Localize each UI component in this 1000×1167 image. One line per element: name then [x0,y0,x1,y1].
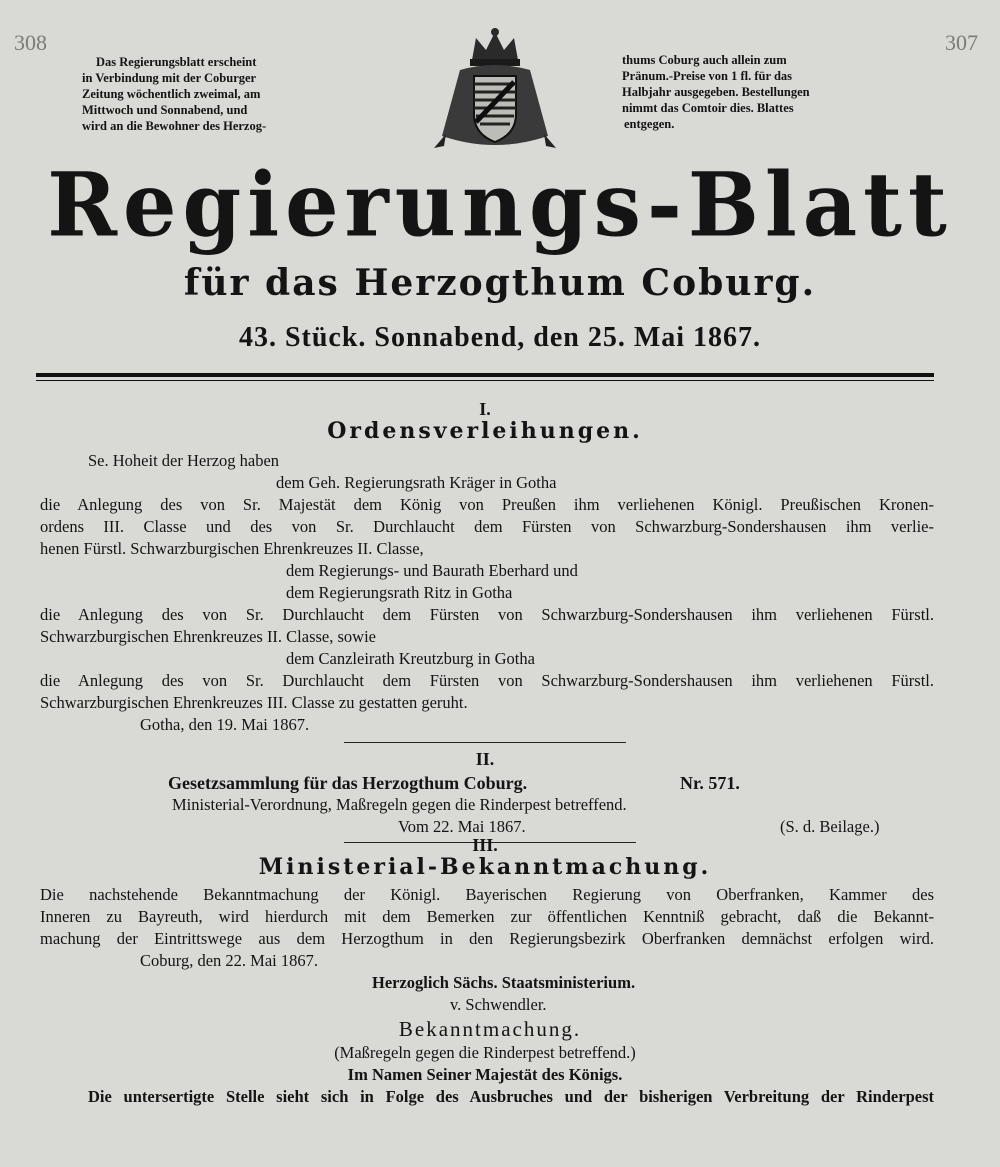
section-3-line: Inneren zu Bayreuth, wird hierdurch mit dem Bemerken zur öffentlichen Kenntniß gebracht, daß die Bekannt- [40,907,934,926]
section-1-dateline: Gotha, den 19. Mai 1867. [140,715,310,734]
header-note-right-line: thums Coburg auch allein zum [622,53,787,67]
section-1-line: Se. Hoheit der Herzog haben [88,451,280,470]
header-note-left-line: wird an die Bewohner des Herzog- [82,119,267,133]
header-note-left-line: Das Regierungsblatt erscheint [96,55,257,69]
section-3-signature: v. Schwendler. [450,995,547,1014]
section-1-line: dem Regierungs- und Baurath Eberhard und [286,561,578,580]
header-note-left [82,54,402,134]
header-note-right [622,52,892,132]
header-note-left-line: Mittwoch und Sonnabend, und [82,103,248,117]
header-rule-thin [36,380,934,381]
section-3-last-line: Die untersertigte Stelle sieht sich in Folge des Ausbruches und der bisherigen Verbreitung der Rinderpest [88,1087,934,1106]
section-3-dateline: Coburg, den 22. Mai 1867. [140,951,318,970]
section-3-heading: Ministerial-Bekanntmachung. [258,854,712,880]
section-1-line: die Anlegung des von Sr. Durchlaucht dem Fürsten von Schwarzburg-Sondershausen ihm verliehenen Fürstl. [40,605,934,624]
section-1-line: henen Fürstl. Schwarzburgischen Ehrenkreuzes II. Classe, [40,539,424,558]
header-note-right-line: Halbjahr ausgegeben. Bestellungen [622,85,810,99]
section-3-line: machung der Eintrittswege aus dem Herzogthum in den Regierungsbezirk Oberfranken demnächst erfolgen wird. [40,929,934,948]
section-1-line: ordens III. Classe und des von Sr. Durchlaucht dem Fürsten von Schwarzburg-Sondershausen ihm verlie- [40,517,934,536]
masthead-subtitle: für das Herzogthum Coburg. [183,262,817,304]
header-note-right-line: entgegen. [624,117,675,131]
header-note-left-line: Zeitung wöchentlich zweimal, am [82,87,261,101]
section-1-number: I. [479,399,491,419]
section-1-line: Schwarzburgischen Ehrenkreuzes II. Classe, sowie [40,627,377,646]
header-note-right-line: nimmt das Comtoir dies. Blattes [622,101,794,115]
page-number-right: 307 [945,30,978,55]
section-2-number: II. [475,749,495,769]
section-2-attachment-note: (S. d. Beilage.) [780,817,880,836]
section-1-line: die Anlegung des von Sr. Durchlaucht dem Fürsten von Schwarzburg-Sondershausen ihm verliehenen Fürstl. [40,671,934,690]
section-1-line: Schwarzburgischen Ehrenkreuzes III. Classe zu gestatten geruht. [40,693,468,712]
section-1-heading: Ordensverleihungen. [327,418,643,444]
section-1-line: dem Regierungsrath Ritz in Gotha [286,583,513,602]
section-3-signatory-office: Herzoglich Sächs. Staatsministerium. [372,973,636,992]
section-2-ordinance: Ministerial-Verordnung, Maßregeln gegen die Rinderpest betreffend. [172,795,627,814]
section-2-law-gazette: Gesetzsammlung für das Herzogthum Coburg. [168,773,528,793]
section-3-number: III. [472,835,498,855]
section-2-number-ref: Nr. 571. [680,773,740,793]
section-3-royal-line: Im Namen Seiner Majestät des Königs. [347,1065,623,1084]
page-number-left: 308 [14,30,47,55]
masthead-title: Regierungs-Blatt [47,152,953,257]
section-2-date: Vom 22. Mai 1867. [398,817,526,836]
section-3-line: Die nachstehende Bekanntmachung der Königl. Bayerischen Regierung von Oberfranken, Kammer des [40,885,934,904]
coat-of-arms-emblem [420,26,570,156]
header-note-right-line: Pränum.-Preise von 1 fl. für das [622,69,793,83]
section-3-sub-heading: Bekanntmachung. [398,1017,582,1041]
section-divider [344,742,626,743]
issue-line: 43. Stück. Sonnabend, den 25. Mai 1867. [238,322,762,353]
header-rule-thick [36,373,934,377]
section-1-line: die Anlegung des von Sr. Majestät dem König von Preußen ihm verliehenen Königl. Preußischen Kronen- [40,495,934,514]
header-note-left-line: in Verbindung mit der Coburger [82,71,257,85]
section-3-sub-note: (Maßregeln gegen die Rinderpest betreffend.) [334,1043,636,1062]
section-1-line: dem Geh. Regierungsrath Kräger in Gotha [276,473,557,492]
section-1-line: dem Canzleirath Kreutzburg in Gotha [286,649,535,668]
